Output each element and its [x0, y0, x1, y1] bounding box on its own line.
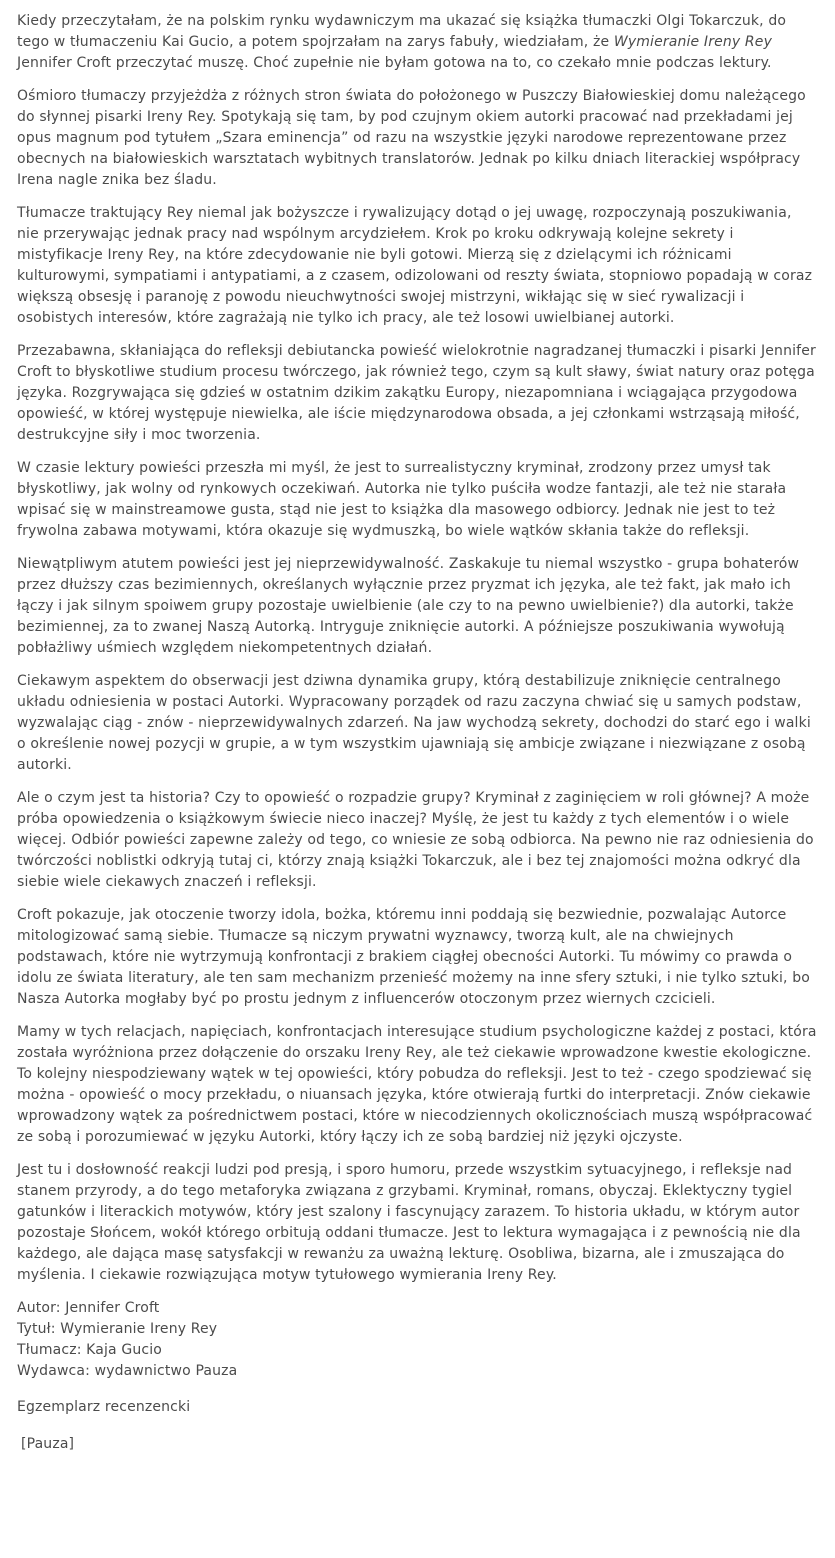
meta-author: Autor: Jennifer Croft — [17, 1300, 160, 1316]
intro-text-before: Kiedy przeczytałam, że na polskim rynku wydawniczym ma ukazać się książka tłumaczki Olgi Tokarczuk, do tego w tłumaczeniu Kai Gucio, a potem spojrzałam na zarys fabuły, wiedziałam, że — [17, 13, 787, 50]
intro-paragraph — [17, 11, 817, 74]
meta-publisher: Wydawca: wydawnictwo Pauza — [17, 1363, 238, 1379]
intro-text-after: Jennifer Croft przeczytać muszę. Choć zupełnie nie byłam gotowa na to, co czekało mnie podczas lektury. — [17, 55, 772, 71]
source-label: [Pauza] — [21, 1436, 75, 1452]
paragraph-translators: Tłumacze traktujący Rey niemal jak bożyszcze i rywalizujący dotąd o jej uwagę, rozpoczynają poszukiwania, nie przerywając jednak pracy nad wspólnym arcydziełem. Krok po kroku odkrywają kolejne sekrety i mistyfikacje Ireny Rey, na które zdecydowanie nie byli gotowi. Mierzą się z dzielącymi ich różnicami kulturowymi, sympatiami i antypatiami, a z czasem, odizolowani od reszty świata, stopniowo popadają w coraz większą obsesję i paranoję z powodu nieuchwytności swojej mistrzyni, wikłając się w sieć rywalizacji i osobistych interesów, które zagrażają nie tylko ich pracy, ale też losowi uwielbianej autorki. — [17, 205, 813, 326]
book-metadata — [17, 1298, 817, 1382]
paragraph-plot: Ośmioro tłumaczy przyjeżdża z różnych stron świata do położonego w Puszczy Białowieskiej domu należącego do słynnej pisarki Ireny Rey. Spotykają się tam, by pod czujnym okiem autorki pracować nad przekładami jej opus magnum pod tytułem „Szara eminencja” od razu na wszystkie języki narodowe reprezentowane przez obecnych na białowieskich warsztatach wybitnych translatorów. Jednak po kilku dniach literackiej współpracy Irena nagle znika bez śladu. — [17, 88, 806, 188]
review-article — [17, 11, 817, 1455]
paragraph-unpredictability: Niewątpliwym atutem powieści jest jej nieprzewidywalność. Zaskakuje tu niemal wszystko - grupa bohaterów przez dłuższy czas bezimiennych, określanych wyłącznie przez pryzmat ich języka, ale też fakt, jak mało ich łączy i jak silnym spoiwem grupy pozostaje uwielbienie (ale czy to na pewno uwielbienie?) dla autorki, także bezimiennej, za to zwanej Naszą Autorką. Intryguje zniknięcie autorki. A późniejsze poszukiwania wywołują pobłażliwy uśmiech względem niekompetentnych działań. — [17, 556, 800, 656]
paragraph-blurb: Przezabawna, skłaniająca do refleksji debiutancka powieść wielokrotnie nagradzanej tłumaczki i pisarki Jennifer Croft to błyskotliwe studium procesu twórczego, jak również tego, czym są kult sławy, świat natury oraz potęga języka. Rozgrywająca się gdzieś w ostatnim dzikim zakątku Europy, niezapomniana i wciągająca przygodowa opowieść, w której występuje niewielka, ale iście międzynarodowa obsada, a jej członkami wstrząsają miłość, destrukcyjne siły i moc tworzenia. — [17, 343, 816, 443]
source-note — [17, 1434, 817, 1455]
paragraph-idol: Croft pokazuje, jak otoczenie tworzy idola, bożka, któremu inni poddają się bezwiednie, pozwalając Autorce mitologizować samą siebie. Tłumacze są niczym prywatni wyznawcy, tworzą kult, ale na chwiejnych podstawach, które nie wytrzymują konfrontacji z brakiem ciągłej obecności Autorki. Tu mówimy co prawda o idolu ze świata literatury, ale ten sam mechanizm przenieść możemy na inne sfery sztuki, i nie tylko sztuki, bo Nasza Autorka mogłaby być po prostu jednym z influencerów otoczonym przez wiernych czcicieli. — [17, 907, 810, 1007]
paragraph-summary: Jest tu i dosłowność reakcji ludzi pod presją, i sporo humoru, przede wszystkim sytuacyjnego, i refleksje nad stanem przyrody, a do tego metaforyka związana z grzybami. Kryminał, romans, obyczaj. Eklektyczny tygiel gatunków i literackich motywów, który jest szalony i fascynujący zarazem. To historia układu, w którym autor pozostaje Słońcem, wokół którego orbitują oddani tłumacze. Jest to lektura wymagająca i z pewnością nie dla każdego, ale dająca masę satysfakcji w rewanżu za uważną lekturę. Osobliwa, bizarna, ale i zmuszająca do myślenia. I ciekawie rozwiązująca motyw tytułowego wymierania Ireny Rey. — [17, 1162, 801, 1283]
review-copy-note: Egzemplarz recenzencki — [17, 1399, 191, 1415]
paragraph-psychology: Mamy w tych relacjach, napięciach, konfrontacjach interesujące studium psychologiczne każdej z postaci, która została wyróżniona przez dołączenie do orszaku Ireny Rey, ale też ciekawie wprowadzone kwestie ekologiczne. To kolejny niespodziewany wątek w tej opowieści, który pobudza do refleksji. Jest to też - czego spodziewać się można - opowieść o mocy przekładu, o niuansach języka, które otwierają furtki do interpretacji. Znów ciekawie wprowadzony wątek za pośrednictwem postaci, które w niecodziennych okolicznościach muszą współpracować ze sobą i porozumiewać w języku Autorki, który łączy ich ze sobą bardziej niż języki ojczyste. — [17, 1024, 817, 1145]
paragraph-impression: W czasie lektury powieści przeszła mi myśl, że jest to surrealistyczny kryminał, zrodzony przez umysł tak błyskotliwy, jak wolny od rynkowych oczekiwań. Autorka nie tylko puściła wodze fantazji, ale też nie starała wpisać się w mainstreamowe gusta, stąd nie jest to książka dla masowego odbiorcy. Jednak nie jest to też frywolna zabawa motywami, która okazuje się wydmuszką, bo wiele wątków skłania także do refleksji. — [17, 460, 787, 539]
paragraph-what-is-it: Ale o czym jest ta historia? Czy to opowieść o rozpadzie grupy? Kryminał z zaginięciem w roli głównej? A może próba opowiedzenia o książkowym świecie nieco inaczej? Myślę, że jest tu każdy z tych elementów i o wiele więcej. Odbiór powieści zapewne zależy od tego, co wniesie ze sobą odbiorca. Na pewno nie raz odniesienia do twórczości noblistki odkryją tutaj ci, którzy znają książki Tokarczuk, ale i bez tej znajomości można odkryć dla siebie wiele ciekawych znaczeń i refleksji. — [17, 790, 814, 890]
meta-title: Tytuł: Wymieranie Ireny Rey — [17, 1321, 218, 1337]
paragraph-group-dynamics: Ciekawym aspektem do obserwacji jest dziwna dynamika grupy, którą destabilizuje zniknięcie centralnego układu odniesienia w postaci Autorki. Wypracowany porządek od razu zaczyna chwiać się u samych podstaw, wyzwalając ciąg - znów - nieprzewidywalnych zdarzeń. Na jaw wychodzą sekrety, dochodzi do starć ego i walki o określenie nowej pozycji w grupie, a w tym wszystkim ujawniają się ambicje związane i niezwiązane z osobą autorki. — [17, 673, 811, 773]
meta-translator: Tłumacz: Kaja Gucio — [17, 1342, 162, 1358]
book-title-italic: Wymieranie Ireny Rey — [613, 34, 773, 50]
